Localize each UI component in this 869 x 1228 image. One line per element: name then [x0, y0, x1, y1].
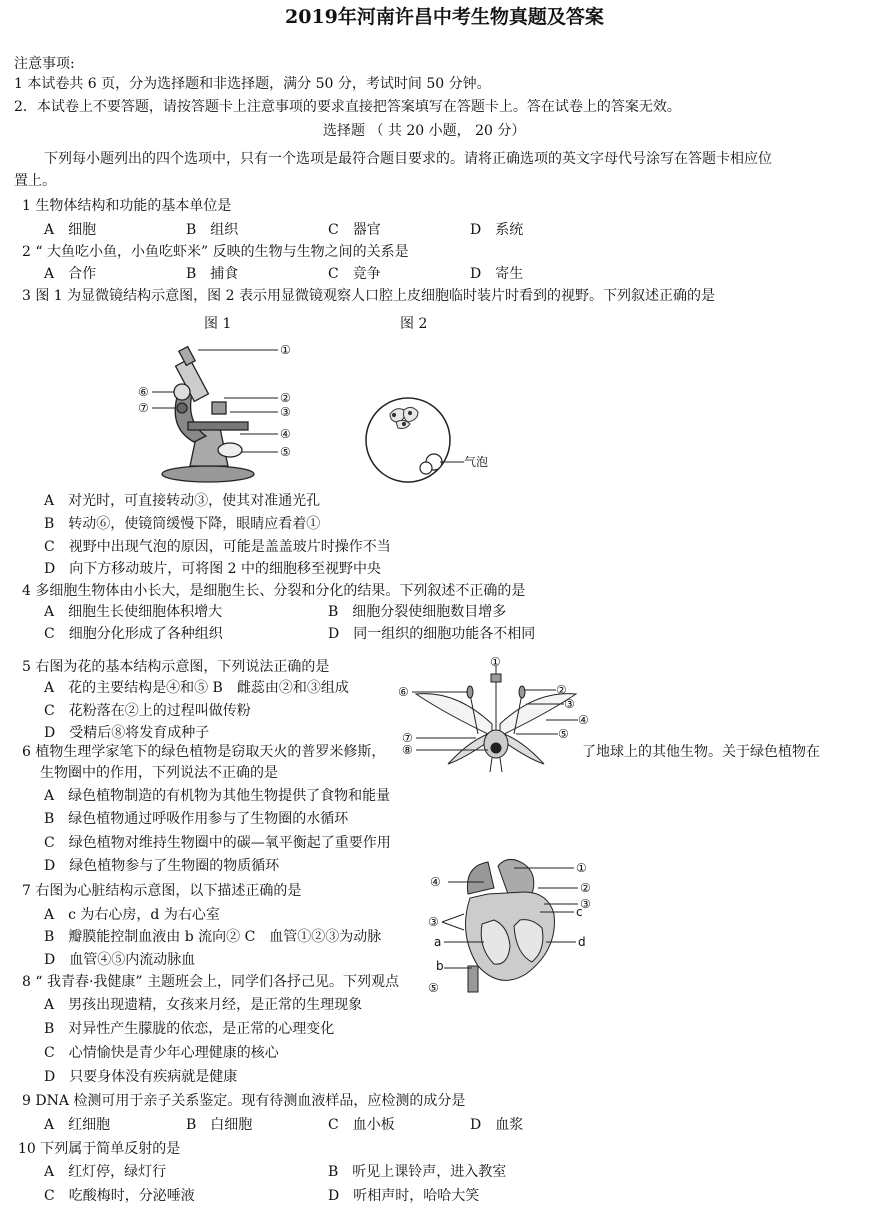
heart-figure [428, 854, 598, 1000]
figure-label: ① [490, 655, 501, 669]
question-stem: 5 右图为花的基本结构示意图，下列说法正确的是 [22, 659, 330, 675]
figure-label: ② [556, 683, 567, 697]
figure-label: ③ [428, 915, 439, 929]
question-stem: 生物圈中的作用，下列说法不正确的是 [40, 765, 278, 781]
option: B 瓣膜能控制血液由 b 流向② C 血管①②③为动脉 [44, 929, 382, 945]
figure-label: ③ [580, 897, 591, 911]
option: A 花的主要结构是④和⑤ B 雌蕊由②和③组成 [44, 680, 349, 696]
option: C 细胞分化形成了各种组织 [44, 626, 223, 642]
option: C 花粉落在②上的过程叫做传粉 [44, 703, 251, 719]
figure-label: ① [576, 861, 587, 875]
figure-caption: 图 1 [204, 316, 232, 332]
question-stem: 4 多细胞生物体由小长大，是细胞生长、分裂和分化的结果。下列叙述不正确的是 [22, 583, 526, 599]
figure-label: d [578, 935, 586, 949]
option: C 血小板 [328, 1117, 395, 1133]
figure-label: ① [280, 343, 291, 357]
question-stem: 3 图 1 为显微镜结构示意图，图 2 表示用显微镜观察人口腔上皮细胞临时装片时看到的视野。下列叙述正确的是 [22, 288, 715, 304]
microscope-view-figure [360, 392, 500, 488]
figure-label: ④ [578, 713, 589, 727]
option: D 同一组织的细胞功能各不相同 [328, 626, 536, 642]
option: B 转动⑥，使镜筒缓慢下降，眼睛应看着① [44, 516, 321, 532]
figure-label: ⑥ [398, 685, 409, 699]
figure-label: ④ [280, 427, 291, 441]
figure-label: a [434, 935, 442, 949]
option: C 视野中出现气泡的原因，可能是盖盖玻片时操作不当 [44, 539, 391, 555]
question-stem: 7 右图为心脏结构示意图，以下描述正确的是 [22, 883, 302, 899]
option: C 竞争 [328, 266, 381, 282]
section-instruction: 置上。 [14, 173, 56, 189]
option: D 绿色植物参与了生物圈的物质循环 [44, 858, 280, 874]
figure-label: ⑤ [428, 981, 439, 995]
figure-label: ④ [430, 875, 441, 889]
question-stem: 9 DNA 检测可用于亲子关系鉴定。现有待测血液样品，应检测的成分是 [22, 1093, 466, 1109]
option: B 对异性产生朦胧的依恋，是正常的心理变化 [44, 1021, 335, 1037]
option: C 器官 [328, 222, 381, 238]
notice-item: 1 本试卷共 6 页，分为选择题和非选择题，满分 50 分，考试时间 50 分钟。 [14, 76, 491, 92]
option: B 细胞分裂使细胞数目增多 [328, 604, 507, 620]
option: B 听见上课铃声，进入教室 [328, 1164, 507, 1180]
option: D 血管④⑤内流动脉血 [44, 952, 196, 968]
option: D 只要身体没有疾病就是健康 [44, 1069, 238, 1085]
page-title: 2019年河南许昌中考生物真题及答案 [285, 6, 604, 28]
option: B 白细胞 [186, 1117, 253, 1133]
question-stem: 8 “ 我青春·我健康” 主题班会上，同学们各抒己见。下列观点 [22, 974, 400, 990]
option: C 吃酸梅时，分泌唾液 [44, 1188, 195, 1204]
notice-item: 2．本试卷上不要答题，请按答题卡上注意事项的要求直接把答案填写在答题卡上。答在试卷上的答案无效。 [14, 99, 681, 115]
question-stem: 10 下列属于简单反射的是 [18, 1141, 181, 1157]
option: A 红细胞 [44, 1117, 111, 1133]
option: C 心情愉快是青少年心理健康的核心 [44, 1045, 279, 1061]
option: D 系统 [470, 222, 524, 238]
option: B 组织 [186, 222, 239, 238]
option: D 向下方移动玻片，可将图 2 中的细胞移至视野中央 [44, 561, 382, 577]
section-title: 选择题 （ 共 20 小题， 20 分） [323, 123, 526, 139]
option: B 捕食 [186, 266, 239, 282]
option: B 绿色植物通过呼吸作用参与了生物圈的水循环 [44, 811, 349, 827]
option: A 细胞生长使细胞体积增大 [44, 604, 223, 620]
microscope-figure [138, 338, 298, 484]
figure-label: ⑤ [280, 445, 291, 459]
figure-label: 气泡 [464, 455, 489, 469]
option: D 血浆 [470, 1117, 524, 1133]
figure-label: ② [580, 881, 591, 895]
option: A 红灯停，绿灯行 [44, 1164, 167, 1180]
figure-label: ③ [564, 697, 575, 711]
option: A 合作 [44, 266, 97, 282]
figure-label: ⑧ [402, 743, 413, 757]
question-stem: 2 “ 大鱼吃小鱼，小鱼吃虾米” 反映的生物与生物之间的关系是 [22, 244, 409, 260]
question-stem: 1 生物体结构和功能的基本单位是 [22, 198, 232, 214]
figure-caption: 图 2 [400, 316, 428, 332]
option: D 受精后⑧将发育成种子 [44, 725, 210, 741]
figure-label: b [436, 959, 444, 973]
option: A 对光时，可直接转动③，使其对准通光孔 [44, 493, 321, 509]
figure-label: ⑦ [402, 731, 413, 745]
flower-figure [396, 654, 596, 774]
option: A 男孩出现遗精，女孩来月经，是正常的生理现象 [44, 997, 363, 1013]
question-stem: 6 植物生理学家笔下的绿色植物是窃取天火的普罗米修斯， [22, 744, 386, 760]
option: D 听相声时，哈哈大笑 [328, 1188, 480, 1204]
question-stem: 了地球上的其他生物。关于绿色植物在 [582, 744, 820, 760]
figure-label: c [576, 905, 583, 919]
option: A 绿色植物制造的有机物为其他生物提供了食物和能量 [44, 788, 391, 804]
notice-heading: 注意事项: [14, 56, 75, 72]
figure-label: ⑦ [138, 401, 149, 415]
figure-label: ③ [280, 405, 291, 419]
option: A c 为右心房，d 为右心室 [44, 907, 220, 923]
option: D 寄生 [470, 266, 524, 282]
option: A 细胞 [44, 222, 97, 238]
figure-label: ⑤ [558, 727, 569, 741]
figure-label: ⑥ [138, 385, 149, 399]
option: C 绿色植物对维持生物圈中的碳—氧平衡起了重要作用 [44, 835, 391, 851]
section-instruction: 下列每小题列出的四个选项中，只有一个选项是最符合题目要求的。请将正确选项的英文字母代号涂写在答题卡相应位 [44, 151, 772, 167]
figure-label: ② [280, 391, 291, 405]
